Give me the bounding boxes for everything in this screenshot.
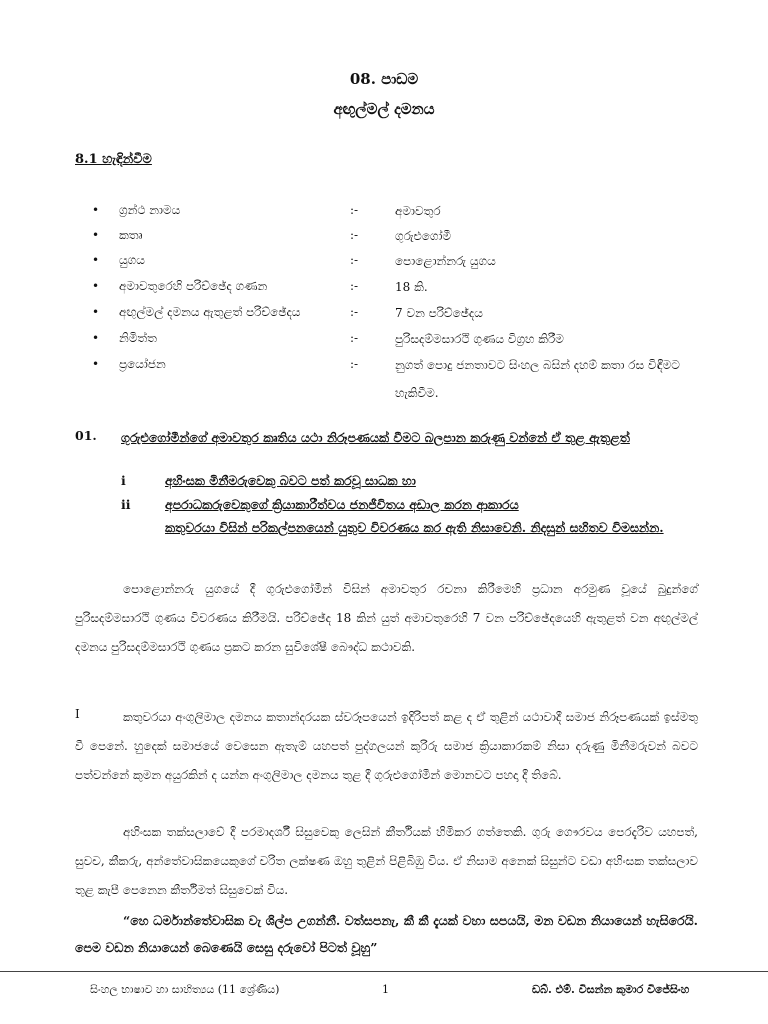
item-separator: :-	[350, 357, 359, 371]
item-value: නුගත් පොදු ජනතාවට සිංහල බසින් දහම් කතා රස විඳීමට හැකිවීම.	[395, 358, 680, 400]
item-value: පොළොන්නරු යුගය	[395, 254, 496, 268]
item-separator: :-	[350, 331, 359, 345]
item-separator: :-	[350, 228, 359, 242]
paragraph-label: I	[75, 707, 80, 721]
item-key: ප්‍රයෝජන	[119, 357, 166, 371]
bullet-icon: •	[92, 305, 100, 319]
paragraph-social: කතුවරයා අංගුලිමාල දමනය කතාන්දරයක ස්වරූපයෙන් ඉදිරිපත් කළ ද ඒ තුළින් යථාවාදී සමාජ නිරූපණයක් ඉස්මතු වී පෙනේ. හුදෙක් සමාජයේ වෙසෙන ඇතැම් යහපත් පුද්ගලයන් කුරිරු සමාජ ක්‍රියාකාරකම් නිසා දරුණු මිනීමරුවන් බවට පත්වන්නේ කුමන අයුරකින් ද යන්න අංගුලිමාල දමනය තුළ දී ගුරුළුගෝමීන් මොනවට පහදා දී තිබේ.	[75, 710, 698, 782]
bullet-icon: •	[92, 357, 100, 371]
list-item	[92, 279, 712, 299]
bullet-icon: •	[92, 228, 100, 242]
question-continuation: කතුවරයා විසින් පරිකල්පනයෙන් යුතුව විවරණය කර ඇති නිසාවෙනි. නිදසුන් සහිතව විමසන්න.	[165, 520, 664, 535]
bullet-icon: •	[92, 203, 100, 217]
footer-subject: සිංහල භාෂාව හා සාහිත්‍යය (11 ශ්‍රේණිය)	[90, 983, 280, 996]
item-key: යුගය	[119, 253, 145, 267]
item-separator: :-	[350, 203, 359, 217]
list-item	[92, 228, 712, 248]
item-key: අඟුල්මල් දමනය ඇතුළත් පරිච්ඡේදය	[119, 305, 301, 319]
sub-point-text: අපරාධකරුවෙකුගේ ක්‍රියාකාරීත්වය ජනජීවිතය අඩාල කරන ආකාරය	[165, 497, 519, 512]
list-item	[92, 331, 712, 351]
question-text: ගුරුළුගෝමීන්ගේ අමාවතුර කෘතිය යථා නිරූපණයක් වීමට බලපාන කරුණු වන්නේ ඒ තුළ ඇතුළත්	[121, 430, 630, 445]
list-item	[92, 253, 712, 273]
question-number: 01.	[75, 428, 97, 443]
quote: “හෙ ධර්මාන්තේවාසික වැ ශිල්ප උගන්නී. වත්සපනැ, කී කී දැයක් වහා සපයයි, මන වඩන නියායෙන් හැසිරෙයි. පෙම වඩන නියායෙන් බෙණෙයි සෙසු දරුවෝ පිටත් වූහු”	[75, 913, 698, 955]
item-value: 7 වන පරිච්ඡේදය	[395, 306, 483, 320]
list-item	[92, 305, 712, 325]
item-separator: :-	[350, 279, 359, 293]
bullet-icon: •	[92, 331, 100, 345]
page-number: 1	[382, 983, 389, 996]
lesson-number: 08. පාඩම	[349, 70, 419, 88]
sub-point-number: ii	[121, 497, 131, 512]
bullet-icon: •	[92, 279, 100, 293]
item-value: ගුරුළුගෝමී	[395, 229, 452, 243]
list-item	[92, 357, 712, 402]
section-title: 8.1 හැඳින්වීම	[75, 152, 152, 167]
item-key: අමාවතුරෙහි පරිච්ඡේද ගණන	[119, 279, 268, 293]
item-value: 18 කි.	[395, 280, 428, 294]
bullet-icon: •	[92, 253, 100, 267]
sub-point-number: i	[121, 473, 126, 488]
footer-divider	[0, 971, 768, 972]
item-separator: :-	[350, 253, 359, 267]
sub-point-text: අහිංසක මිනීමරුවෙකු බවට පත් කරවූ සාධක හා	[165, 473, 416, 488]
item-key: කතෘ	[119, 228, 143, 242]
list-item	[92, 203, 712, 223]
footer-author: ඩබ්. එම්. විසන්න කුමාර විජේසිංහ	[532, 983, 690, 996]
item-key: නිමිත්ත	[119, 331, 157, 345]
lesson-title: අඟුල්මල් දමනය	[333, 100, 435, 118]
item-key: ග්‍රන්ථ නාමය	[119, 203, 181, 217]
paragraph-intro: පොළොන්නරු යුගයේ දී ගුරුළුගෝමීන් විසින් අමාවතුර රචනා කිරීමෙහි ප්‍රධාන අරමුණ වූයේ බුදුන්ගේ පුරිසදම්මසාරථි ගුණය විවරණය කිරීමයි. පරිච්ඡේද 18 කින් යුත් අමාවතුරෙහි 7 වන පරිච්ඡේදයෙහි ඇතුළත් වන අඟුල්මල් දමනය පුරිසදම්මසාරථි ගුණය ප්‍රකට කරන සුවිශේෂී බෞද්ධ කථාවකි.	[75, 582, 698, 654]
item-value: අමාවතුර	[395, 204, 441, 218]
paragraph-student: අහිංසක තක්සලාවේ දී පරමාදර්ශී සිසුවෙකු ලෙසින් කීර්තියක් හිමිකර ගත්තෙකි. ගුරු ගෞරවය පෙරදැරිව යහපත්, සුවච, කීකරු, අන්තේවාසිකයෙකුගේ චරිත ලක්ෂණ ඔහු තුළින් පිළිබිඹු විය. ඒ නිසාම අනෙක් සිසුන්ට වඩා අහිංසක තක්සලාව තුළ කැපී පෙනෙන කීර්තිමත් සිසුවෙක් විය.	[75, 825, 698, 897]
item-separator: :-	[350, 305, 359, 319]
item-value: පුරිසදම්මසාරථි ගුණය විග්‍රහ කිරීම	[395, 332, 564, 346]
